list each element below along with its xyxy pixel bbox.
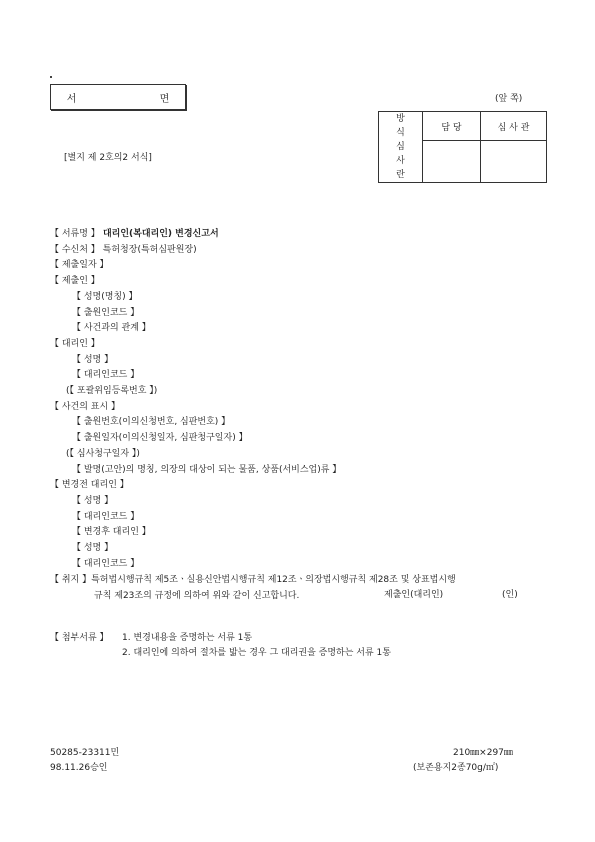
- form-line: 【 출원번호(이의신청번호, 심판번호) 】: [72, 417, 231, 428]
- form-line: 【 출원인코드 】: [72, 307, 140, 318]
- form-line: 【 성명(명칭) 】: [72, 291, 138, 302]
- mark-dot: [50, 76, 52, 78]
- form-line: 【 변경전 대리인 】: [50, 480, 129, 491]
- footer-paper: (보존용지2종70g/㎡): [413, 763, 499, 773]
- form-line: (【 포괄위임등록번호 】): [66, 386, 158, 396]
- form-line: 【 서류명 】 대리인(복대리인) 변경신고서: [50, 229, 219, 239]
- form-line: 【 대리인코드 】: [72, 558, 140, 569]
- review-table: [378, 111, 547, 183]
- review-col-charge: 담 당: [423, 112, 481, 141]
- review-cell-examiner[interactable]: [481, 141, 547, 183]
- footer-approval: 98.11.26승인: [50, 763, 108, 773]
- document-kind: 서 면: [66, 93, 210, 105]
- attachment-item: 2. 대리인에 의하여 절차를 밟는 경우 그 대리권을 증명하는 서류 1통: [122, 648, 391, 658]
- page-side-label: (앞 쪽): [495, 94, 523, 104]
- form-line: (【 심사청구일자 】): [66, 448, 140, 459]
- review-label-cell: [379, 112, 423, 183]
- form-line: 【 성명 】: [72, 543, 114, 553]
- form-line: 【 취지 】특허법시행규칙 제5조ㆍ실용신안법시행규칙 제12조ㆍ의장법시행규칙 제28조 및 상표법시행: [50, 575, 456, 586]
- form-line: 【 출원일자(이의신청일자, 심판청구일자) 】: [72, 433, 248, 444]
- footer-size: 210㎜×297㎜: [453, 748, 513, 758]
- form-number: [별지 제 2호의2 서식]: [64, 153, 152, 163]
- form-line: 【 사건의 표시 】: [50, 401, 121, 412]
- form-line: 【 변경후 대리인 】: [72, 527, 151, 538]
- form-line: 【 대리인코드 】: [72, 370, 140, 381]
- document-kind-box: [50, 84, 210, 110]
- form-line: 【 사건과의 관계 】: [72, 323, 151, 334]
- review-cell-charge[interactable]: [423, 141, 481, 183]
- review-label: 방 식 심 사 란: [396, 114, 405, 180]
- review-col-examiner: 심 사 관: [481, 112, 547, 141]
- footer-code: 50285-23311민: [50, 748, 120, 758]
- form-line: 【 대리인 】: [50, 338, 100, 349]
- form-line: 【 성명 】: [72, 354, 114, 365]
- form-line: 【 성명 】: [72, 495, 114, 506]
- form-line: 【 제출인 】: [50, 276, 100, 287]
- attachments-label: 【 첨부서류 】: [50, 633, 109, 643]
- attachment-item: 1. 변경내용을 증명하는 서류 1통: [122, 633, 253, 643]
- form-line: 【 대리인코드 】: [72, 511, 140, 522]
- form-line: 규칙 제23조의 규정에 의하여 위와 같이 신고합니다.: [94, 591, 300, 602]
- seal-mark: (인): [502, 590, 518, 600]
- form-line: 【 발명(고안)의 명칭, 의장의 대상이 되는 물품, 상품(서비스업)류 】: [72, 464, 342, 475]
- form-line: 【 제출일자 】: [50, 260, 109, 271]
- form-line: 【 수신처 】 특허청장(특허심판원장): [50, 244, 197, 255]
- submitter-label: 제출인(대리인): [384, 590, 444, 600]
